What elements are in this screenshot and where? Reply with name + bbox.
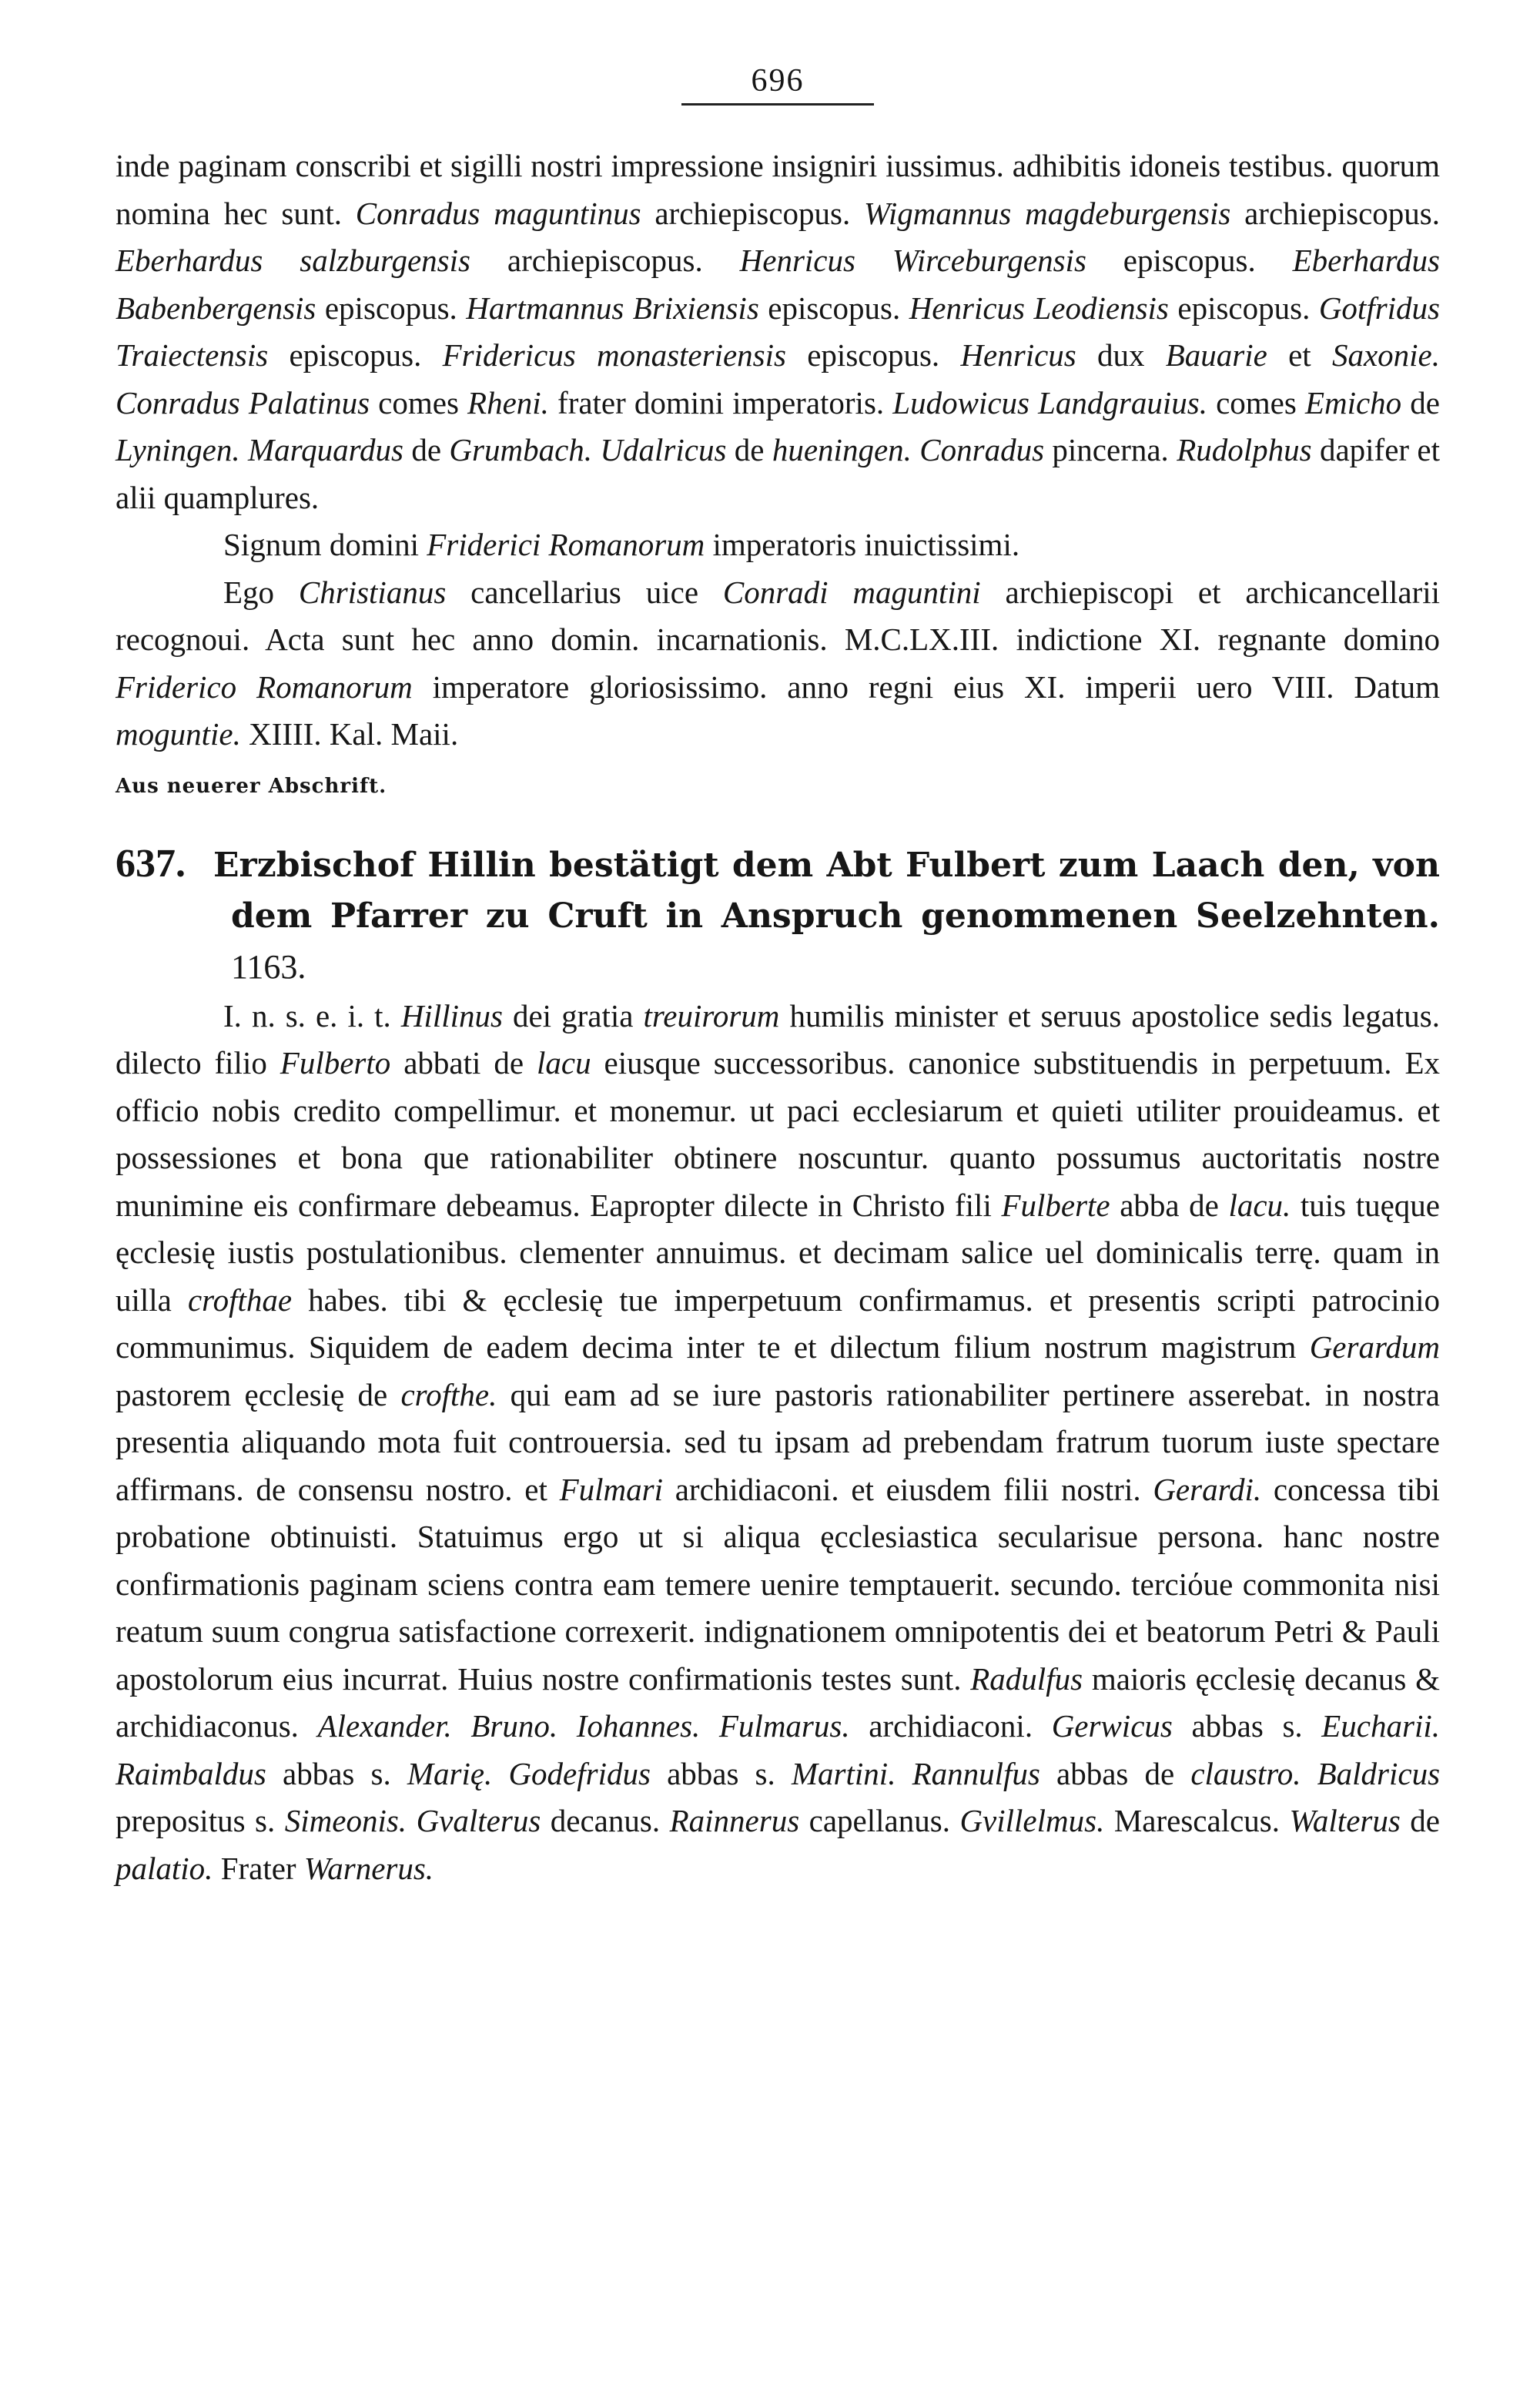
text-run: de — [1400, 1803, 1441, 1838]
text-run: habes. tibi & ęcclesię tue imperpetuum confirmamus. et presentis scripti patrocinio communimus. Siquidem de eadem decima inter te et dilectum filium nostrum magistrum — [116, 1281, 1440, 1365]
italic-name-run: Lyningen. — [116, 432, 240, 467]
text-run: pastorem ęcclesię de — [116, 1376, 401, 1412]
italic-name-run: Conradi maguntini — [722, 574, 981, 610]
text-run: archiepiscopus. — [470, 243, 740, 278]
italic-name-run: lacu. — [1228, 1187, 1291, 1223]
italic-name-run: Raimbaldus — [116, 1755, 266, 1791]
italic-name-run: Saxonie. — [1331, 337, 1440, 373]
text-run: decanus. — [541, 1803, 670, 1838]
text-run: abbas s. — [650, 1755, 792, 1791]
italic-name-run: treuirorum — [643, 997, 780, 1034]
text-run: de — [1401, 384, 1440, 420]
text-run: episcopus. — [1168, 290, 1319, 326]
italic-name-run: Conradus — [919, 432, 1045, 467]
italic-name-run: Rannulfus — [912, 1755, 1040, 1791]
text-run: eiusque successoribus. canonice substituendis in perpetuum. Ex officio nobis credito compellimur. et monemur. ut paci ecclesiarum et quieti utiliter prouideamus. et possessiones et bona que rationabiliter obtinere noscuntur. quanto possumus auctoritatis nostre munimine eis confirmare debeamus. Eapropter dilecte in Christo fili — [116, 1045, 1440, 1223]
text-run: qui eam ad se iure pastoris rationabiliter pertinere asserebat. in nostra presentia aliquando mota fuit controuersia. sed tu ipsam ad prebendam fratrum tuorum iuste spectare affirmans. de consensu nostro. et — [116, 1376, 1440, 1507]
text-run: comes — [370, 384, 468, 420]
document-year: 1163. — [231, 947, 306, 986]
text-run: archidiaconi. et eiusdem filii nostri. — [663, 1471, 1153, 1507]
header-rule — [681, 103, 874, 106]
text-run: archiepiscopi et archicancellarii recognoui. Acta sunt hec anno domin. incarnationis. M.C.LX.III. indictione XI. regnante domino — [116, 574, 1441, 657]
italic-name-run: Fulberto — [280, 1045, 391, 1080]
text-run: pincerna. — [1044, 432, 1177, 467]
italic-name-run: Baldricus — [1317, 1755, 1441, 1791]
italic-name-run: crofthe. — [400, 1376, 497, 1412]
text-run — [912, 432, 919, 467]
page-number: 696 — [751, 63, 805, 99]
text-run: tuis tuęque ęcclesię iustis postulationibus. clementer annuimus. et decimam salice uel dominicalis terrę. quam in uilla — [116, 1187, 1440, 1318]
italic-name-run: Christianus — [298, 574, 447, 610]
main-text — [116, 142, 1440, 1892]
text-run: imperatore gloriosissimo. anno regni eius XI. imperii uero VIII. Datum — [412, 668, 1441, 705]
text-run: de — [403, 432, 450, 467]
text-run: abbati de — [390, 1045, 537, 1080]
witness-list-paragraph — [116, 142, 1440, 521]
book-page — [116, 46, 1440, 2341]
recognition-paragraph — [116, 569, 1440, 759]
italic-name-run: lacu — [537, 1045, 591, 1080]
italic-name-run: palatio. — [116, 1850, 213, 1886]
italic-name-run: Bauarie — [1165, 337, 1267, 373]
italic-name-run: claustro. — [1190, 1755, 1301, 1791]
document-heading — [116, 839, 1440, 993]
italic-name-run: Conradus maguntinus — [355, 195, 641, 231]
text-run — [407, 1803, 417, 1838]
charter-text — [116, 993, 1440, 1893]
text-run: abbas de — [1040, 1755, 1191, 1791]
italic-name-run: Eberhardus Babenbergensis — [116, 243, 1440, 326]
text-run: imperatoris inuictissimi. — [705, 527, 1020, 562]
text-run: dapifer et alii quamplures. — [116, 432, 1441, 515]
italic-name-run: Walterus — [1289, 1803, 1401, 1838]
text-run — [592, 432, 600, 467]
text-run: episcopus. — [1086, 243, 1293, 278]
italic-name-run: Gerardum — [1309, 1329, 1440, 1365]
italic-name-run: Alexander. Bruno. Iohannes. Fulmarus. — [317, 1708, 850, 1744]
text-run: archiepiscopus. — [1230, 195, 1440, 231]
italic-name-run: Ludowicus Landgrauius. — [892, 384, 1207, 420]
text-run: archidiaconi. — [849, 1708, 1052, 1744]
text-run: et — [1267, 337, 1332, 373]
signum-paragraph — [116, 521, 1440, 569]
text-run: frater domini imperatoris. — [548, 384, 893, 420]
text-run: XIIII. Kal. Maii. — [240, 716, 459, 752]
text-run: episcopus. — [785, 337, 961, 373]
text-run: abba de — [1110, 1187, 1229, 1223]
italic-name-run: Rheni. — [467, 384, 549, 420]
italic-name-run: Gotfridus Traiectensis — [116, 290, 1441, 373]
italic-name-run: Fridericus monasteriensis — [442, 337, 786, 373]
italic-name-run: Hartmannus Brixiensis — [466, 290, 759, 326]
text-run: maioris ęcclesię decanus & archidiaconus. — [116, 1660, 1440, 1744]
text-run: de — [726, 432, 772, 467]
text-run: episcopus. — [758, 290, 909, 326]
text-run: episcopus. — [268, 337, 443, 373]
italic-name-run: Henricus — [960, 337, 1076, 373]
italic-name-run: Hillinus — [400, 997, 503, 1034]
text-run — [896, 1756, 912, 1791]
italic-name-run: Fulberte — [1001, 1187, 1110, 1223]
text-run: concessa tibi probatione obtinuisti. Statuimus ergo ut si aliqua ęcclesiastica secularisue persona. hanc nostre confirmationis paginam sciens contra eam temere uenire temptauerit. secundo. terciόue commonita nisi reatum suum congrua satisfactione correxerit. indignationem omnipotentis dei et beatorum Petri & Pauli apostolorum eius incurrat. Huius nostre confirmationis testes sunt. — [116, 1471, 1440, 1697]
text-run: abbas s. — [266, 1755, 407, 1791]
text-run: humilis minister et seruus apostolice sedis legatus. dilecto filio — [116, 997, 1440, 1080]
text-run: cancellarius uice — [446, 574, 723, 610]
text-run: prepositus s. — [116, 1803, 285, 1838]
text-run: archiepiscopus. — [641, 195, 864, 231]
italic-name-run: Grumbach. — [449, 432, 593, 467]
italic-name-run: Gvillelmus. — [959, 1803, 1105, 1838]
italic-name-run: Gvalterus — [416, 1803, 541, 1838]
italic-name-run: Warnerus. — [303, 1850, 434, 1886]
italic-name-run: moguntie. — [116, 716, 241, 752]
italic-name-run: Marquardus — [248, 432, 403, 467]
italic-name-run: Wigmannus magdeburgensis — [864, 195, 1231, 231]
italic-name-run: Friderico Romanorum — [116, 668, 413, 705]
text-run — [492, 1756, 508, 1791]
italic-name-run: Rainnerus — [669, 1803, 800, 1838]
text-run: Signum domini — [223, 527, 427, 562]
text-run: abbas s. — [1172, 1708, 1322, 1744]
italic-name-run: Udalricus — [600, 432, 727, 467]
italic-name-run: crofthae — [187, 1281, 293, 1318]
italic-name-run: Eucharii. — [1321, 1708, 1440, 1744]
italic-name-run: Gerardi. — [1153, 1471, 1262, 1507]
text-run — [1301, 1756, 1317, 1791]
italic-name-run: Conradus Palatinus — [116, 384, 370, 420]
italic-name-run: hueningen. — [772, 432, 912, 467]
text-run: inde paginam conscribi et sigilli nostri impressione insigniri iussimus. adhibitis idoneis testibus. quorum nomina hec sunt. — [116, 148, 1440, 231]
text-run — [240, 432, 248, 467]
italic-name-run: Marię. — [407, 1755, 493, 1791]
document-heading-text: Erzbischof Hillin bestätigt dem Abt Fulbert zum Laach den, von dem Pfarrer zu Cruft in Anspruch genommenen Seelzehnten. — [213, 845, 1440, 936]
italic-name-run: Rudolphus — [1177, 432, 1312, 467]
text-run: dei gratia — [502, 997, 644, 1034]
italic-name-run: Henricus Wirceburgensis — [739, 243, 1086, 278]
italic-name-run: Martini. — [791, 1755, 896, 1791]
italic-name-run: Eberhardus salzburgensis — [116, 243, 470, 278]
text-run: dux — [1076, 337, 1166, 373]
italic-name-run: Emicho — [1304, 384, 1402, 420]
italic-name-run: Godefridus — [508, 1755, 651, 1791]
italic-name-run: Henricus Leodiensis — [909, 290, 1169, 326]
text-run: Frater — [213, 1850, 304, 1886]
text-run: Marescalcus. — [1104, 1803, 1290, 1838]
document-number: 637. — [116, 841, 186, 886]
text-run: Ego — [223, 574, 299, 610]
italic-name-run: Simeonis. — [284, 1803, 407, 1838]
italic-name-run: Friderici Romanorum — [427, 527, 705, 562]
text-run: capellanus. — [799, 1803, 960, 1838]
text-run: comes — [1207, 384, 1305, 420]
italic-name-run: Fulmari — [559, 1471, 663, 1507]
source-note: Aus neuerer Abschrift. — [116, 774, 387, 798]
text-run: I. n. s. e. i. t. — [223, 997, 401, 1034]
text-run: episcopus. — [316, 290, 467, 326]
italic-name-run: Radulfus — [970, 1660, 1083, 1697]
italic-name-run: Gerwicus — [1051, 1708, 1173, 1744]
